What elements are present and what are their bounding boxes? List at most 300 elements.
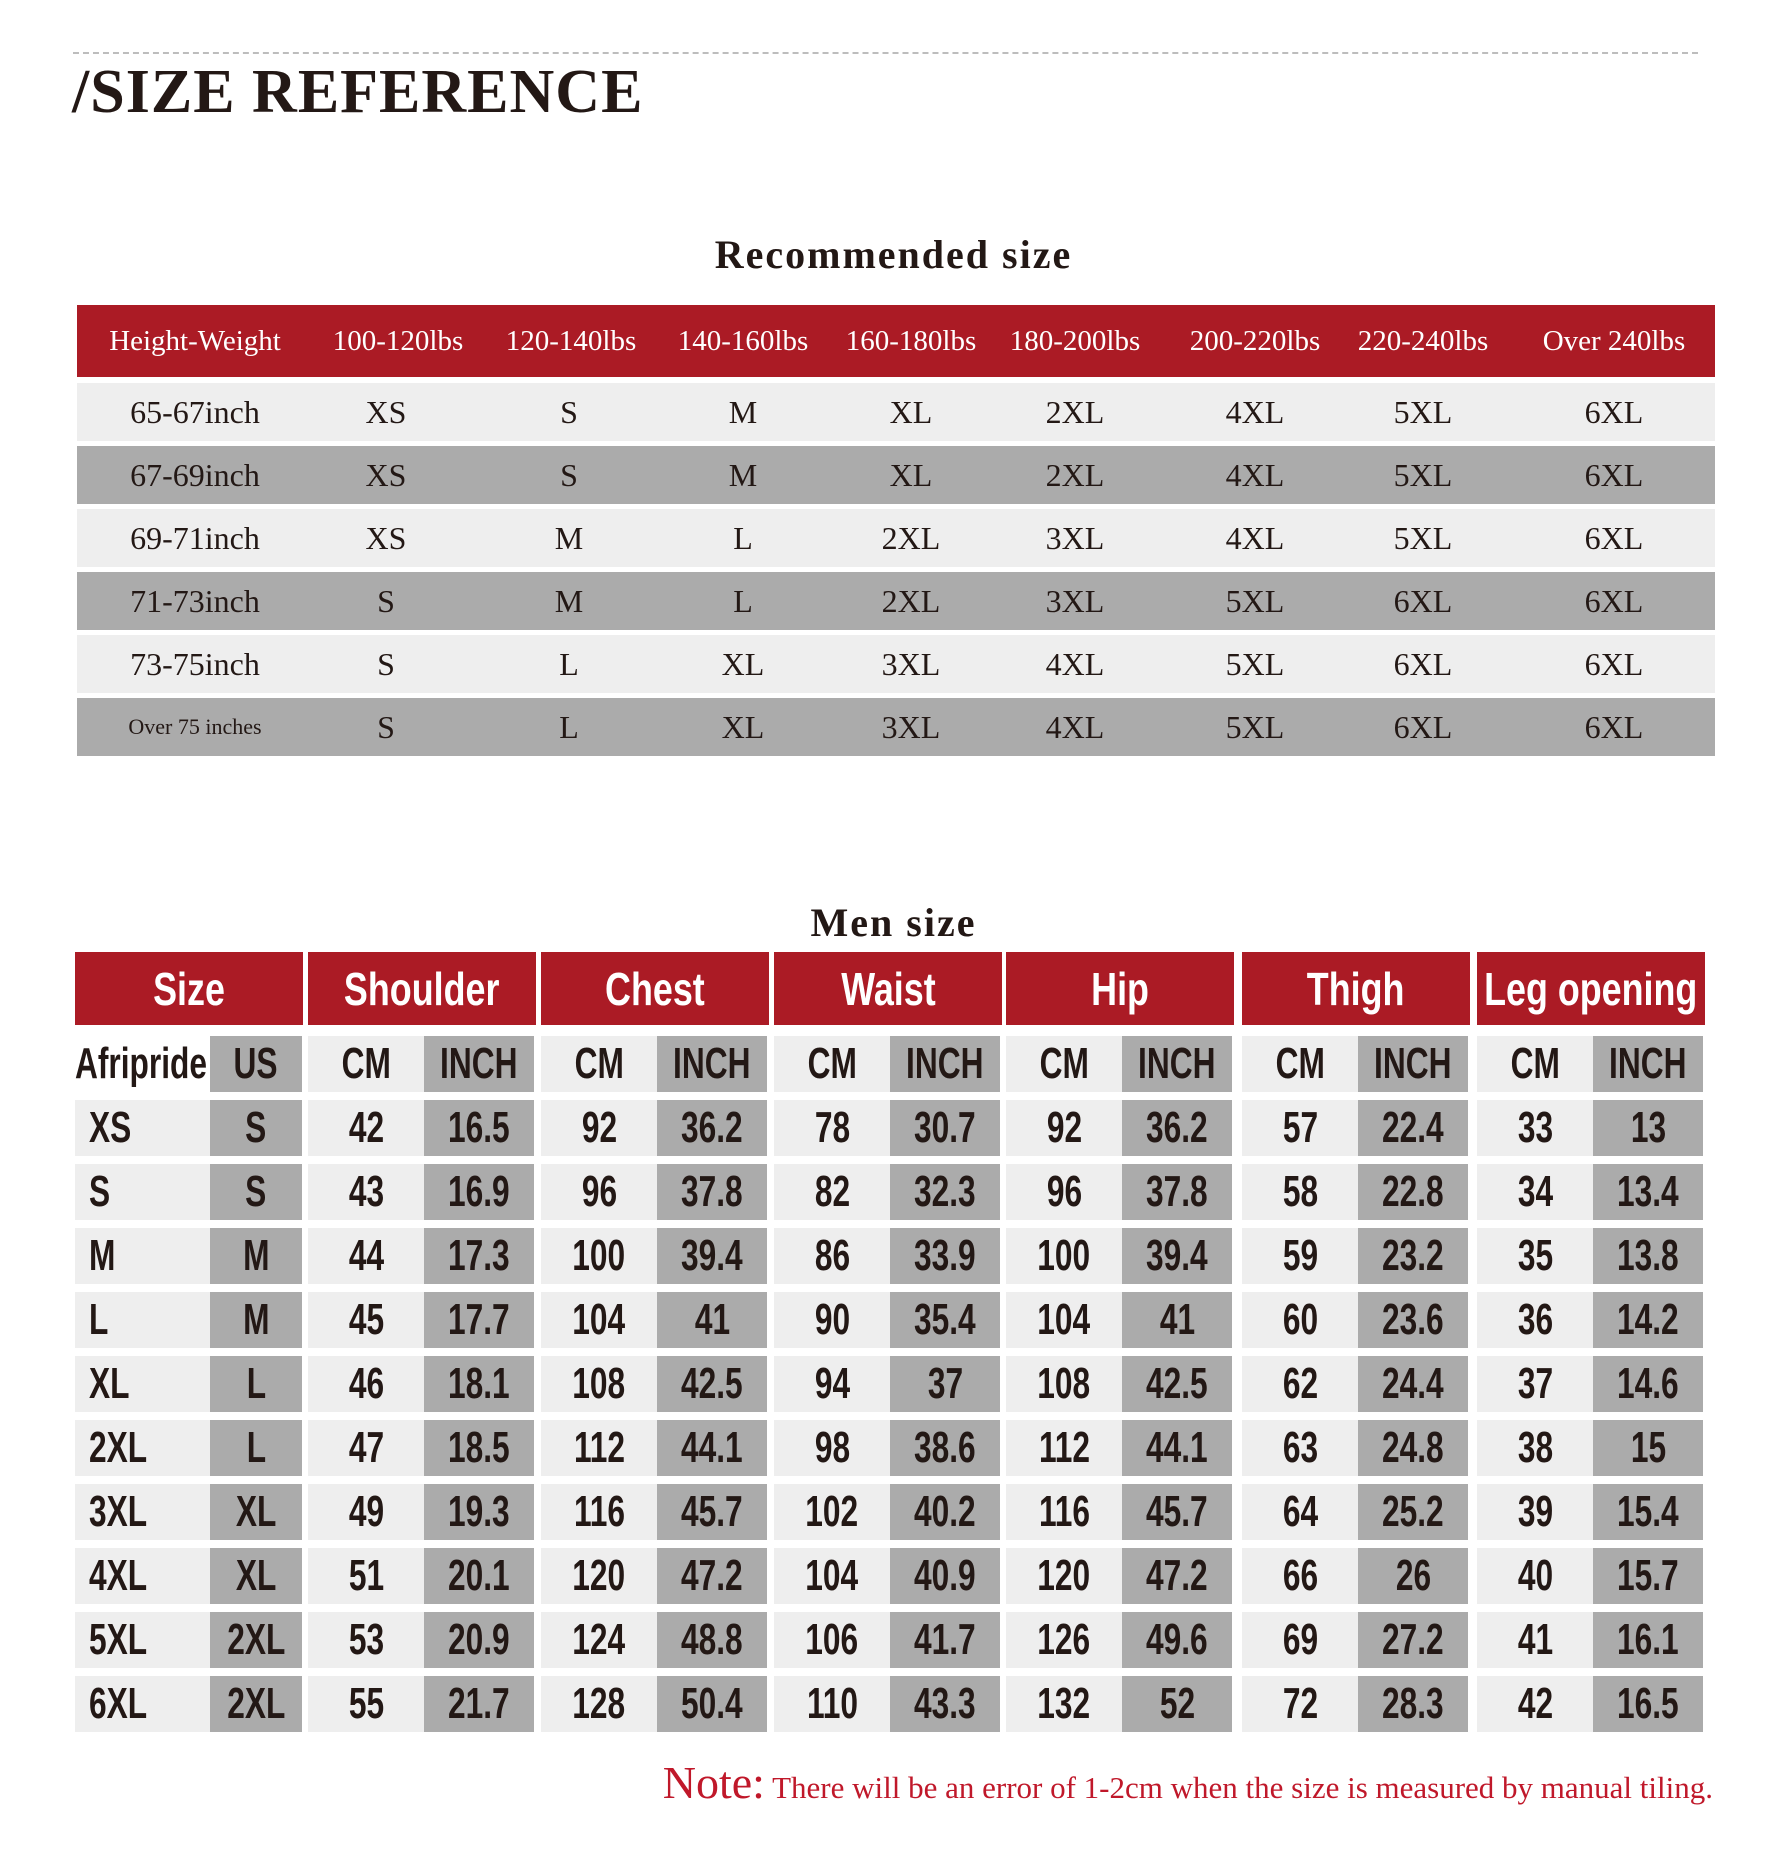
men-value-cell-text: 48.8 bbox=[681, 1615, 743, 1664]
recommended-size-cell: L bbox=[733, 519, 753, 556]
recommended-size-cell: M bbox=[728, 393, 758, 430]
men-value-cell bbox=[541, 1356, 657, 1412]
recommended-size-cell: 5XL bbox=[1393, 519, 1453, 556]
men-value-cell bbox=[541, 1612, 657, 1668]
men-subheader-cell-text: INCH bbox=[906, 1039, 984, 1088]
men-value-cell bbox=[1358, 1484, 1468, 1540]
men-value-cell bbox=[424, 1100, 534, 1156]
men-subheader-cell bbox=[657, 1036, 767, 1092]
men-value-cell bbox=[424, 1612, 534, 1668]
men-value-cell-text: 108 bbox=[1037, 1359, 1091, 1408]
men-value-cell bbox=[1242, 1164, 1358, 1220]
men-value-cell-text: 112 bbox=[1038, 1423, 1090, 1472]
men-value-cell bbox=[657, 1676, 767, 1732]
men-value-cell-text: 102 bbox=[805, 1487, 859, 1536]
men-value-cell-text: 44.1 bbox=[1146, 1423, 1208, 1472]
men-value-cell bbox=[1122, 1676, 1232, 1732]
men-value-cell bbox=[308, 1228, 424, 1284]
men-size-label-cell-text: 5XL bbox=[89, 1615, 148, 1664]
men-value-cell bbox=[657, 1548, 767, 1604]
men-subheader-cell bbox=[210, 1036, 302, 1092]
recommended-size-cell: 5XL bbox=[1393, 393, 1453, 430]
recommended-header-cell: 200-220lbs bbox=[1189, 324, 1321, 357]
men-value-cell bbox=[657, 1164, 767, 1220]
men-value-cell bbox=[1242, 1420, 1358, 1476]
men-value-cell bbox=[774, 1292, 890, 1348]
recommended-size-cell: S bbox=[377, 645, 395, 682]
men-value-cell-text: M bbox=[242, 1231, 270, 1280]
men-value-cell-text: 13.4 bbox=[1617, 1167, 1679, 1216]
men-value-cell bbox=[1122, 1548, 1232, 1604]
men-value-cell-text: 60 bbox=[1282, 1295, 1318, 1344]
recommended-size-cell: 4XL bbox=[1045, 645, 1105, 682]
men-value-cell-text: 16.5 bbox=[1617, 1679, 1679, 1728]
men-subheader-cell bbox=[1358, 1036, 1468, 1092]
men-group-header bbox=[1477, 952, 1705, 1025]
men-value-cell-text: 132 bbox=[1037, 1679, 1091, 1728]
men-value-cell-text: 2XL bbox=[226, 1615, 286, 1664]
men-value-cell-text: 45 bbox=[348, 1295, 384, 1344]
men-value-cell bbox=[657, 1100, 767, 1156]
note-label: Note: bbox=[662, 1757, 765, 1808]
men-value-cell bbox=[210, 1356, 302, 1412]
men-value-cell-text: 14.6 bbox=[1617, 1359, 1679, 1408]
men-value-cell bbox=[890, 1292, 1000, 1348]
men-value-cell-text: 94 bbox=[814, 1359, 850, 1408]
men-subheader-cell bbox=[890, 1036, 1000, 1092]
recommended-height-cell: 71-73inch bbox=[130, 582, 260, 619]
recommended-size-cell: L bbox=[733, 582, 753, 619]
men-value-cell-text: L bbox=[246, 1423, 266, 1472]
men-subheader-cell bbox=[1122, 1036, 1232, 1092]
men-size-label-cell bbox=[75, 1612, 210, 1668]
men-value-cell-text: 36 bbox=[1517, 1295, 1553, 1344]
men-value-cell-text: 66 bbox=[1282, 1551, 1318, 1600]
men-subheader-cell-text: CM bbox=[1275, 1039, 1325, 1088]
men-value-cell-text: 126 bbox=[1037, 1615, 1091, 1664]
men-value-cell bbox=[1358, 1228, 1468, 1284]
men-subheader-cell bbox=[75, 1036, 210, 1092]
men-value-cell-text: 39.4 bbox=[1146, 1231, 1208, 1280]
men-value-cell-text: 51 bbox=[348, 1551, 384, 1600]
men-value-cell bbox=[210, 1164, 302, 1220]
men-subheader-cell-text: CM bbox=[1510, 1039, 1560, 1088]
men-group-header-label: Hip bbox=[1091, 962, 1149, 1015]
men-size-label-cell bbox=[75, 1420, 210, 1476]
men-value-cell-text: 16.9 bbox=[448, 1167, 510, 1216]
men-value-cell bbox=[1006, 1548, 1122, 1604]
men-value-cell-text: 43 bbox=[348, 1167, 384, 1216]
men-value-cell bbox=[1593, 1228, 1703, 1284]
men-value-cell bbox=[1006, 1292, 1122, 1348]
recommended-height-cell: 69-71inch bbox=[130, 519, 260, 556]
men-value-cell bbox=[774, 1484, 890, 1540]
men-value-cell bbox=[890, 1164, 1000, 1220]
men-value-cell bbox=[210, 1548, 302, 1604]
recommended-size-cell: XL bbox=[889, 393, 933, 430]
men-value-cell bbox=[890, 1228, 1000, 1284]
men-value-cell-text: 42.5 bbox=[681, 1359, 743, 1408]
men-value-cell-text: 22.8 bbox=[1382, 1167, 1444, 1216]
men-value-cell bbox=[424, 1548, 534, 1604]
men-value-cell bbox=[1477, 1676, 1593, 1732]
men-value-cell bbox=[1358, 1164, 1468, 1220]
recommended-size-cell: 4XL bbox=[1225, 393, 1285, 430]
men-group-header-label: Leg opening bbox=[1484, 962, 1698, 1015]
men-subheader-cell-text: INCH bbox=[440, 1039, 518, 1088]
men-value-cell bbox=[541, 1548, 657, 1604]
men-subheader-cell bbox=[1242, 1036, 1358, 1092]
men-value-cell bbox=[1477, 1100, 1593, 1156]
men-value-cell-text: 53 bbox=[348, 1615, 384, 1664]
men-value-cell bbox=[1122, 1228, 1232, 1284]
men-value-cell bbox=[1593, 1356, 1703, 1412]
recommended-size-cell: XS bbox=[365, 393, 407, 430]
men-size-label-cell-text: XL bbox=[89, 1359, 130, 1408]
men-value-cell bbox=[657, 1420, 767, 1476]
recommended-size-cell: 2XL bbox=[1045, 393, 1105, 430]
men-value-cell-text: 17.7 bbox=[448, 1295, 510, 1344]
men-value-cell bbox=[774, 1676, 890, 1732]
men-value-cell-text: 41.7 bbox=[914, 1615, 976, 1664]
recommended-size-cell: 6XL bbox=[1584, 519, 1644, 556]
men-value-cell bbox=[308, 1612, 424, 1668]
men-value-cell-text: 34 bbox=[1517, 1167, 1553, 1216]
men-value-cell-text: 59 bbox=[1282, 1231, 1318, 1280]
men-value-cell-text: 104 bbox=[1037, 1295, 1091, 1344]
men-value-cell-text: 96 bbox=[581, 1167, 617, 1216]
men-value-cell bbox=[1477, 1612, 1593, 1668]
men-value-cell-text: 98 bbox=[814, 1423, 850, 1472]
men-value-cell-text: 37.8 bbox=[681, 1167, 743, 1216]
men-value-cell-text: 33 bbox=[1517, 1103, 1553, 1152]
men-value-cell-text: 116 bbox=[1038, 1487, 1090, 1536]
men-value-cell-text: 39.4 bbox=[681, 1231, 743, 1280]
men-subheader-cell bbox=[1593, 1036, 1703, 1092]
men-value-cell bbox=[424, 1164, 534, 1220]
men-value-cell bbox=[1358, 1612, 1468, 1668]
men-size-label-cell bbox=[75, 1228, 210, 1284]
men-value-cell bbox=[890, 1420, 1000, 1476]
men-value-cell-text: 2XL bbox=[226, 1679, 286, 1728]
men-subheader-cell-text: CM bbox=[807, 1039, 857, 1088]
men-value-cell-text: 110 bbox=[806, 1679, 858, 1728]
men-subheader-cell bbox=[308, 1036, 424, 1092]
recommended-size-cell: S bbox=[377, 582, 395, 619]
men-value-cell-text: 92 bbox=[581, 1103, 617, 1152]
recommended-size-cell: 3XL bbox=[881, 645, 941, 682]
men-subheader-cell-text: INCH bbox=[673, 1039, 751, 1088]
men-value-cell-text: 100 bbox=[1037, 1231, 1091, 1280]
recommended-size-cell: 6XL bbox=[1393, 645, 1453, 682]
men-group-header bbox=[75, 952, 303, 1025]
men-value-cell-text: 46 bbox=[348, 1359, 384, 1408]
men-value-cell-text: 96 bbox=[1046, 1167, 1082, 1216]
men-value-cell-text: 43.3 bbox=[914, 1679, 976, 1728]
men-value-cell bbox=[308, 1548, 424, 1604]
men-group-header-label: Shoulder bbox=[344, 962, 500, 1015]
men-value-cell-text: 41 bbox=[694, 1295, 730, 1344]
recommended-size-cell: 5XL bbox=[1225, 582, 1285, 619]
men-value-cell bbox=[1593, 1164, 1703, 1220]
recommended-header-cell: 120-140lbs bbox=[505, 324, 637, 357]
men-value-cell bbox=[210, 1676, 302, 1732]
men-value-cell bbox=[308, 1292, 424, 1348]
men-size-label-cell bbox=[75, 1548, 210, 1604]
recommended-size-cell: 6XL bbox=[1584, 582, 1644, 619]
men-size-label-cell bbox=[75, 1292, 210, 1348]
men-value-cell bbox=[424, 1484, 534, 1540]
men-value-cell bbox=[1358, 1292, 1468, 1348]
men-value-cell bbox=[210, 1292, 302, 1348]
recommended-height-cell: 65-67inch bbox=[130, 393, 260, 430]
men-value-cell-text: 106 bbox=[805, 1615, 859, 1664]
recommended-size-cell: 6XL bbox=[1584, 645, 1644, 682]
men-value-cell-text: 40.9 bbox=[914, 1551, 976, 1600]
recommended-size-cell: 2XL bbox=[881, 582, 941, 619]
men-value-cell bbox=[1593, 1484, 1703, 1540]
recommended-size-cell: XS bbox=[365, 519, 407, 556]
men-size-label-cell-text: 4XL bbox=[89, 1551, 148, 1600]
recommended-height-cell: 73-75inch bbox=[130, 645, 260, 682]
recommended-height-cell: Over 75 inches bbox=[128, 714, 262, 739]
men-value-cell bbox=[1477, 1228, 1593, 1284]
men-value-cell bbox=[541, 1484, 657, 1540]
men-group-header bbox=[308, 952, 536, 1025]
men-value-cell-text: 49 bbox=[348, 1487, 384, 1536]
men-value-cell-text: 32.3 bbox=[914, 1167, 976, 1216]
recommended-row bbox=[77, 383, 1715, 441]
men-value-cell bbox=[890, 1676, 1000, 1732]
recommended-size-cell: 4XL bbox=[1045, 708, 1105, 745]
recommended-header-cell: 180-200lbs bbox=[1009, 324, 1141, 357]
men-value-cell bbox=[657, 1356, 767, 1412]
recommended-size-table bbox=[77, 305, 1715, 756]
recommended-size-cell: S bbox=[560, 456, 578, 493]
men-value-cell bbox=[1122, 1612, 1232, 1668]
men-value-cell bbox=[541, 1164, 657, 1220]
recommended-size-cell: L bbox=[559, 708, 579, 745]
men-value-cell bbox=[774, 1420, 890, 1476]
men-value-cell-text: 78 bbox=[814, 1103, 850, 1152]
men-value-cell bbox=[541, 1228, 657, 1284]
men-value-cell-text: 25.2 bbox=[1382, 1487, 1444, 1536]
men-value-cell-text: 15.7 bbox=[1617, 1551, 1679, 1600]
men-value-cell bbox=[308, 1420, 424, 1476]
men-value-cell-text: 41 bbox=[1517, 1615, 1553, 1664]
recommended-height-cell: 67-69inch bbox=[130, 456, 260, 493]
men-value-cell-text: 38 bbox=[1517, 1423, 1553, 1472]
men-subheader-cell-text: INCH bbox=[1374, 1039, 1452, 1088]
men-value-cell bbox=[1006, 1612, 1122, 1668]
men-value-cell-text: 47 bbox=[348, 1423, 384, 1472]
men-value-cell-text: S bbox=[245, 1103, 267, 1152]
recommended-size-cell: M bbox=[728, 456, 758, 493]
recommended-size-cell: XL bbox=[721, 645, 765, 682]
men-subheader-cell bbox=[774, 1036, 890, 1092]
men-value-cell bbox=[1477, 1548, 1593, 1604]
men-value-cell-text: 45.7 bbox=[1146, 1487, 1208, 1536]
recommended-row bbox=[77, 698, 1715, 756]
men-value-cell-text: 42.5 bbox=[1146, 1359, 1208, 1408]
men-value-cell-text: 116 bbox=[573, 1487, 625, 1536]
men-value-cell-text: M bbox=[242, 1295, 270, 1344]
men-value-cell-text: 35 bbox=[1517, 1231, 1553, 1280]
men-value-cell bbox=[1242, 1228, 1358, 1284]
recommended-row bbox=[77, 635, 1715, 693]
men-size-label-cell bbox=[75, 1676, 210, 1732]
men-value-cell-text: 44 bbox=[348, 1231, 384, 1280]
measurement-note bbox=[0, 1756, 1713, 1809]
recommended-size-cell: M bbox=[554, 582, 584, 619]
men-value-cell bbox=[1122, 1100, 1232, 1156]
men-value-cell bbox=[541, 1676, 657, 1732]
men-value-cell-text: 86 bbox=[814, 1231, 850, 1280]
men-value-cell-text: 20.1 bbox=[448, 1551, 510, 1600]
men-value-cell-text: 40 bbox=[1517, 1551, 1553, 1600]
men-value-cell-text: 22.4 bbox=[1382, 1103, 1444, 1152]
men-value-cell-text: 55 bbox=[348, 1679, 384, 1728]
men-value-cell-text: 35.4 bbox=[914, 1295, 976, 1344]
recommended-size-cell: 6XL bbox=[1584, 708, 1644, 745]
recommended-header-cell: 100-120lbs bbox=[332, 324, 464, 357]
recommended-size-cell: S bbox=[377, 708, 395, 745]
men-value-cell-text: 128 bbox=[572, 1679, 626, 1728]
men-value-cell-text: 69 bbox=[1282, 1615, 1318, 1664]
men-value-cell-text: 100 bbox=[572, 1231, 626, 1280]
recommended-size-cell: 5XL bbox=[1393, 456, 1453, 493]
recommended-size-cell: 6XL bbox=[1393, 582, 1453, 619]
men-value-cell-text: 16.5 bbox=[448, 1103, 510, 1152]
men-value-cell bbox=[657, 1484, 767, 1540]
men-value-cell bbox=[774, 1356, 890, 1412]
men-group-header-label: Waist bbox=[840, 962, 936, 1015]
men-size-label-cell bbox=[75, 1356, 210, 1412]
men-size-label-cell-text: 2XL bbox=[89, 1423, 148, 1472]
men-value-cell-text: 58 bbox=[1282, 1167, 1318, 1216]
men-value-cell bbox=[1242, 1292, 1358, 1348]
men-value-cell bbox=[1242, 1612, 1358, 1668]
men-value-cell bbox=[308, 1164, 424, 1220]
men-value-cell bbox=[1477, 1164, 1593, 1220]
note-text: There will be an error of 1-2cm when the size is measured by manual tiling. bbox=[764, 1770, 1713, 1805]
men-subheader-cell-text: INCH bbox=[1138, 1039, 1216, 1088]
men-size-label-cell-text: XS bbox=[89, 1103, 132, 1152]
men-value-cell-text: 92 bbox=[1046, 1103, 1082, 1152]
men-value-cell-text: 23.2 bbox=[1382, 1231, 1444, 1280]
men-value-cell bbox=[1006, 1228, 1122, 1284]
recommended-size-cell: 6XL bbox=[1393, 708, 1453, 745]
recommended-header-cell: 140-160lbs bbox=[677, 324, 809, 357]
men-value-cell bbox=[890, 1548, 1000, 1604]
men-value-cell bbox=[210, 1484, 302, 1540]
men-value-cell bbox=[774, 1228, 890, 1284]
men-value-cell bbox=[424, 1676, 534, 1732]
men-size-label-cell bbox=[75, 1100, 210, 1156]
men-size-label-cell-text: 3XL bbox=[89, 1487, 148, 1536]
men-value-cell-text: 47.2 bbox=[1146, 1551, 1208, 1600]
recommended-row bbox=[77, 509, 1715, 567]
men-value-cell bbox=[1593, 1292, 1703, 1348]
men-value-cell bbox=[1477, 1484, 1593, 1540]
recommended-size-cell: 3XL bbox=[881, 708, 941, 745]
men-value-cell bbox=[1477, 1292, 1593, 1348]
men-value-cell-text: 62 bbox=[1282, 1359, 1318, 1408]
men-value-cell-text: 57 bbox=[1282, 1103, 1318, 1152]
men-group-header bbox=[774, 952, 1002, 1025]
men-value-cell-text: 45.7 bbox=[681, 1487, 743, 1536]
recommended-size-cell: 2XL bbox=[1045, 456, 1105, 493]
men-value-cell-text: 16.1 bbox=[1617, 1615, 1679, 1664]
men-group-header-label: Size bbox=[153, 962, 225, 1015]
men-value-cell bbox=[774, 1164, 890, 1220]
men-group-header-label: Thigh bbox=[1307, 962, 1405, 1015]
men-value-cell bbox=[1358, 1356, 1468, 1412]
men-value-cell bbox=[424, 1420, 534, 1476]
recommended-size-cell: 2XL bbox=[881, 519, 941, 556]
men-value-cell-text: 15.4 bbox=[1617, 1487, 1679, 1536]
men-value-cell-text: 28.3 bbox=[1382, 1679, 1444, 1728]
men-group-header-label: Chest bbox=[605, 962, 705, 1015]
men-size-label-cell-text: M bbox=[89, 1231, 116, 1280]
men-size-label-cell-text: 6XL bbox=[89, 1679, 148, 1728]
men-value-cell bbox=[1242, 1484, 1358, 1540]
men-value-cell bbox=[1242, 1676, 1358, 1732]
recommended-size-cell: 3XL bbox=[1045, 582, 1105, 619]
men-value-cell-text: 42 bbox=[1517, 1679, 1553, 1728]
recommended-row bbox=[77, 446, 1715, 504]
men-size-title: Men size bbox=[810, 900, 977, 945]
men-value-cell-text: 37.8 bbox=[1146, 1167, 1208, 1216]
men-value-cell bbox=[541, 1420, 657, 1476]
recommended-size-cell: 6XL bbox=[1584, 393, 1644, 430]
recommended-header-row bbox=[77, 305, 1715, 377]
recommended-size-cell: 5XL bbox=[1225, 708, 1285, 745]
men-value-cell-text: 26 bbox=[1395, 1551, 1431, 1600]
recommended-size-cell: XL bbox=[889, 456, 933, 493]
men-value-cell-text: 37 bbox=[1517, 1359, 1553, 1408]
men-value-cell bbox=[1593, 1676, 1703, 1732]
men-value-cell-text: S bbox=[245, 1167, 267, 1216]
recommended-size-cell: 4XL bbox=[1225, 456, 1285, 493]
men-value-cell bbox=[657, 1292, 767, 1348]
men-value-cell bbox=[424, 1356, 534, 1412]
men-value-cell bbox=[1242, 1356, 1358, 1412]
recommended-size-cell: XS bbox=[365, 456, 407, 493]
men-value-cell bbox=[657, 1228, 767, 1284]
men-value-cell-text: 41 bbox=[1159, 1295, 1195, 1344]
men-value-cell-text: 42 bbox=[348, 1103, 384, 1152]
men-value-cell bbox=[1242, 1548, 1358, 1604]
men-value-cell bbox=[308, 1100, 424, 1156]
men-value-cell-text: 124 bbox=[572, 1615, 626, 1664]
recommended-size-cell: L bbox=[559, 645, 579, 682]
men-subheader-cell-text: CM bbox=[1039, 1039, 1089, 1088]
men-value-cell-text: 120 bbox=[572, 1551, 626, 1600]
men-value-cell bbox=[774, 1100, 890, 1156]
men-subheader-cell bbox=[1006, 1036, 1122, 1092]
men-subheader-cell-text: US bbox=[233, 1039, 279, 1088]
men-value-cell bbox=[308, 1484, 424, 1540]
men-value-cell bbox=[1358, 1548, 1468, 1604]
men-value-cell bbox=[210, 1612, 302, 1668]
men-value-cell bbox=[1358, 1420, 1468, 1476]
men-value-cell bbox=[774, 1548, 890, 1604]
men-value-cell bbox=[1477, 1356, 1593, 1412]
recommended-size-cell: 5XL bbox=[1225, 645, 1285, 682]
men-value-cell bbox=[308, 1676, 424, 1732]
men-value-cell bbox=[1122, 1164, 1232, 1220]
